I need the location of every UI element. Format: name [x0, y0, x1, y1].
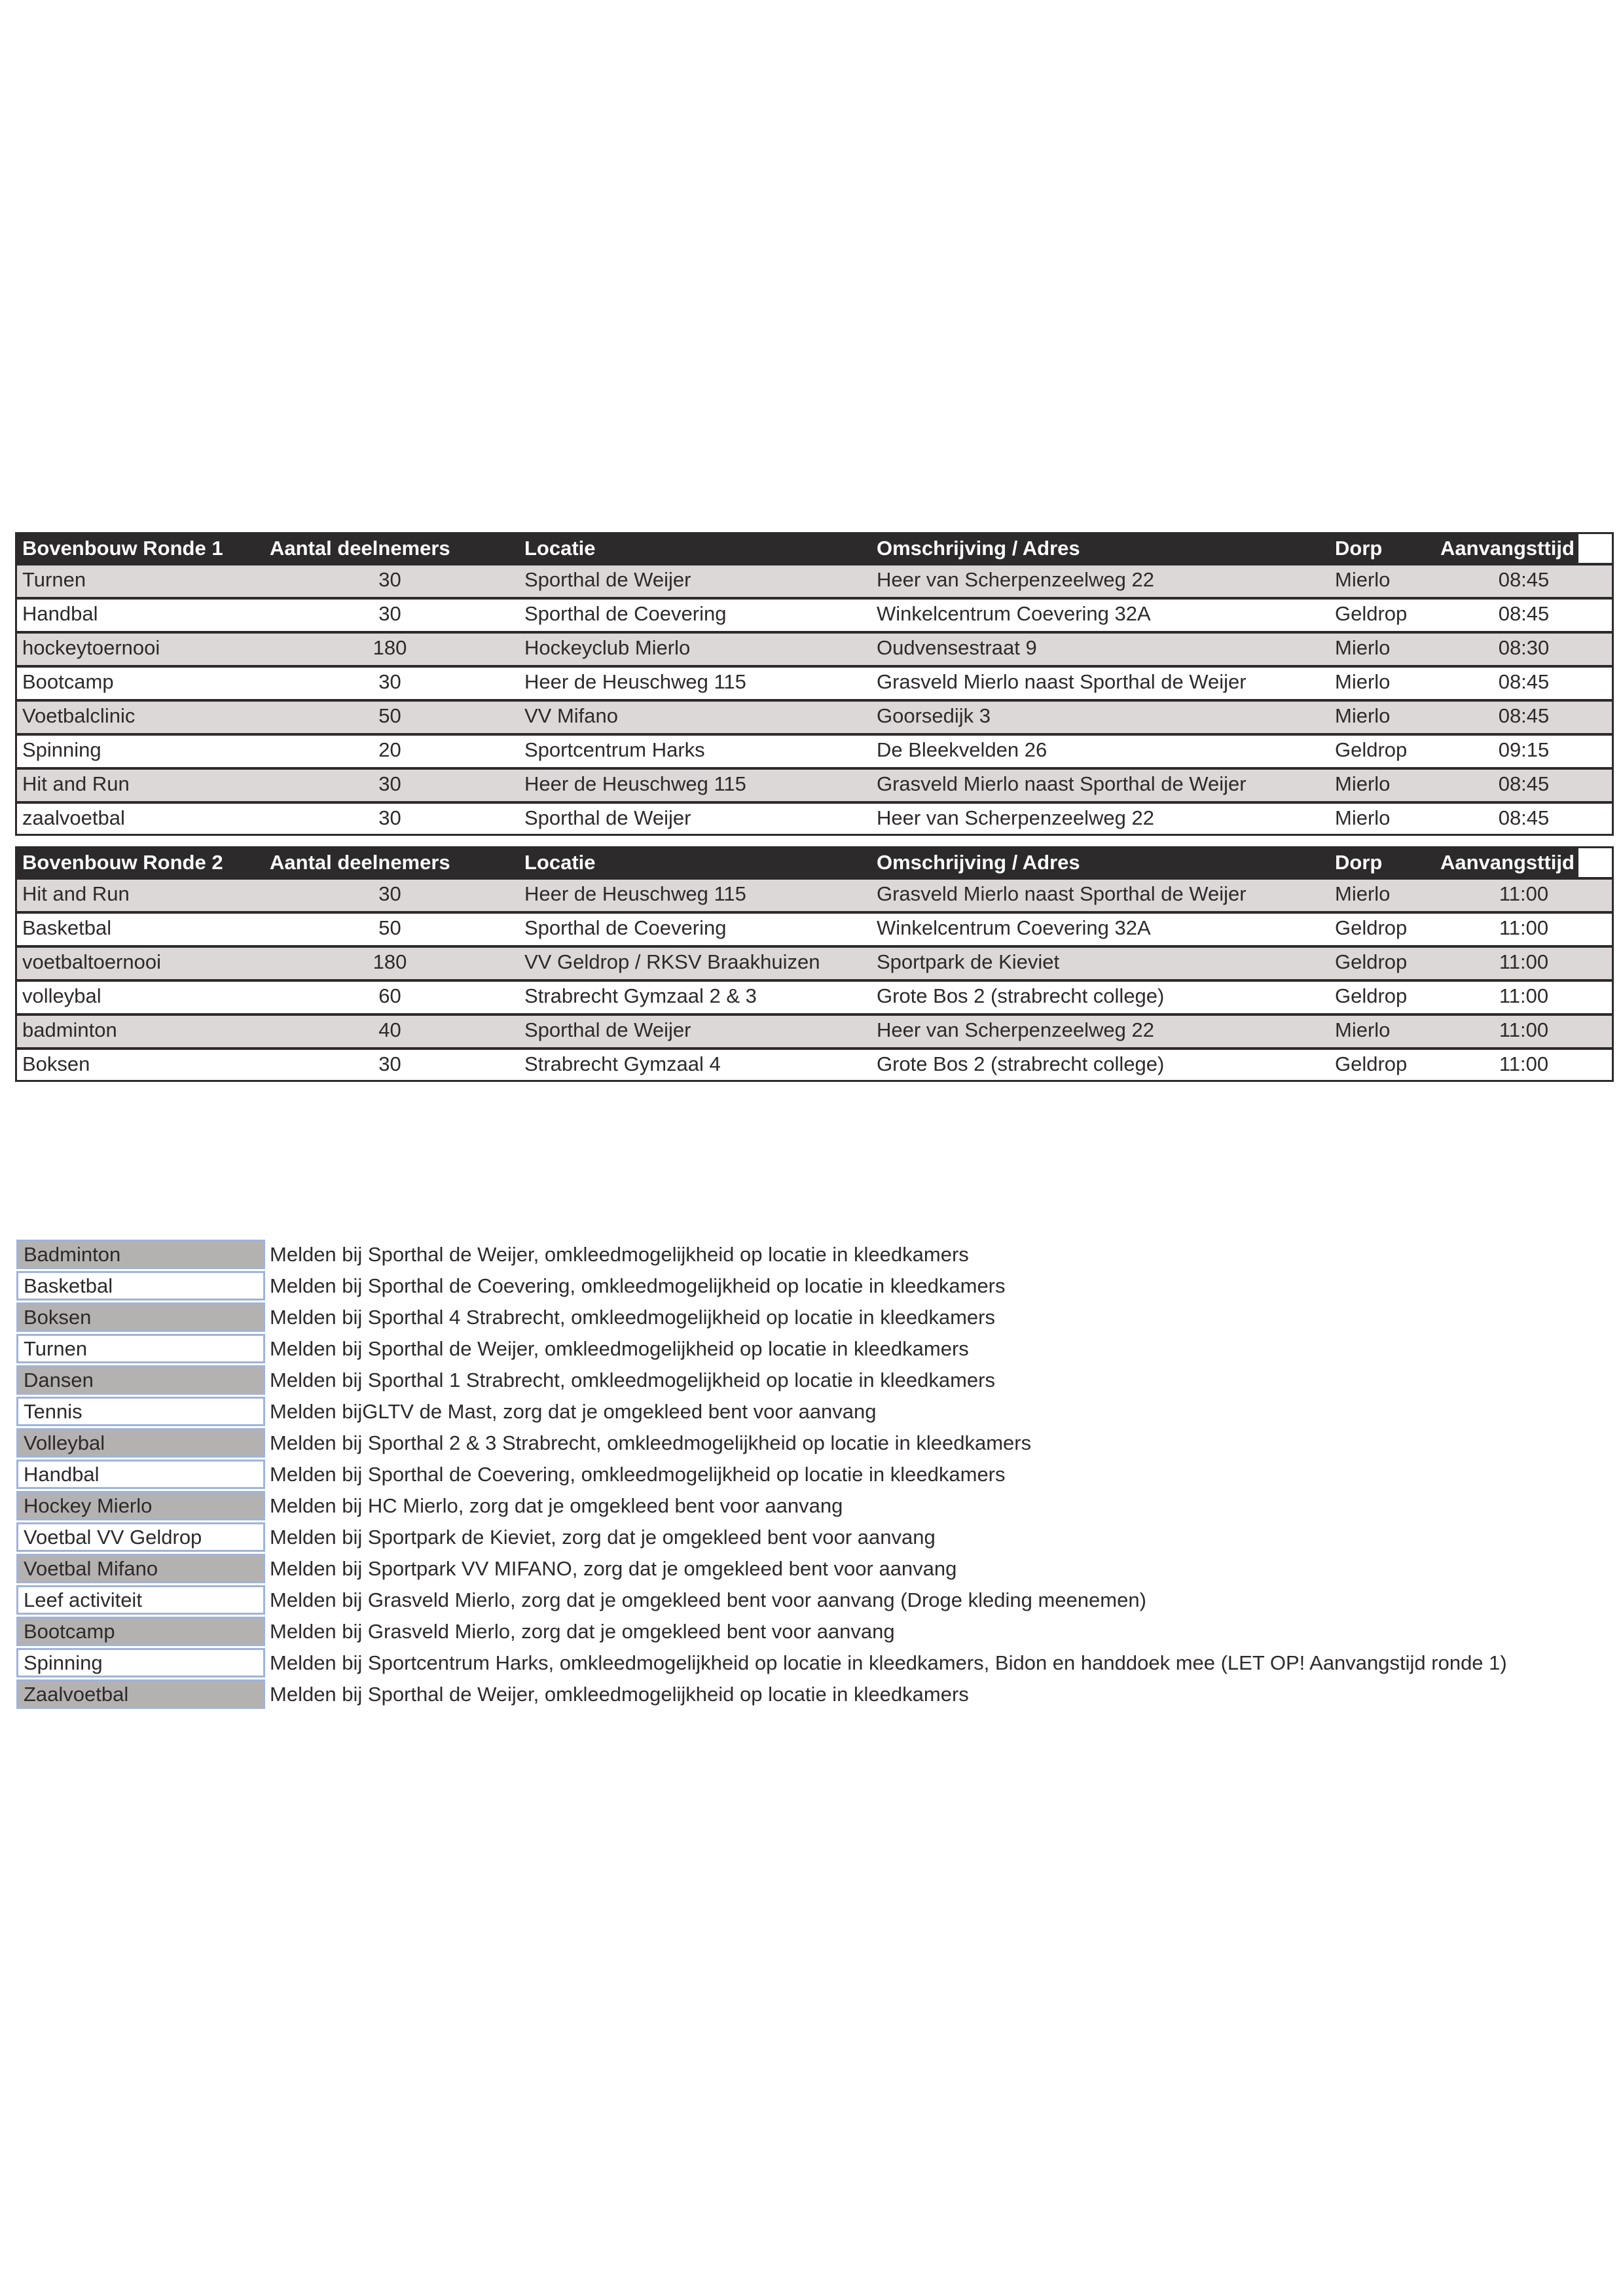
table-row: [17, 736, 1612, 770]
table-row: [17, 634, 1612, 668]
table-cell: VV Geldrop / RKSV Braakhuizen: [524, 950, 820, 973]
table-cell: 30: [378, 670, 401, 693]
table-cell: Mierlo: [1335, 568, 1391, 591]
table-row: [17, 668, 1612, 702]
table-cell: Hockeyclub Mierlo: [524, 636, 691, 659]
list-item: [16, 1460, 1607, 1491]
list-instruction: Melden bij Grasveld Mierlo, zorg dat je omgekleed bent voor aanvang: [270, 1620, 895, 1643]
table-cell: 11:00: [1499, 1052, 1549, 1075]
list-item: [16, 1648, 1607, 1679]
table-cell: Mierlo: [1335, 670, 1391, 693]
list-instruction: Melden bij Sportpark de Kieviet, zorg dat je omgekleed bent voor aanvang: [270, 1526, 936, 1549]
table-title-cell: Bovenbouw Ronde 1: [17, 534, 261, 563]
table-cell: Mierlo: [1335, 806, 1391, 829]
list-label: Volleybal: [16, 1428, 265, 1458]
list-instruction: Melden bij Sporthal de Weijer, omkleedmogelijkheid op locatie in kleedkamers: [270, 1683, 969, 1706]
list-instruction: Melden bij Sporthal de Weijer, omkleedmogelijkheid op locatie in kleedkamers: [270, 1243, 969, 1266]
table-cell: Hit and Run: [22, 772, 130, 795]
list-label: Tennis: [16, 1397, 265, 1426]
table-cell: Sporthal de Coevering: [524, 602, 727, 625]
header-filler-cell: [1578, 534, 1612, 563]
table-cell: 11:00: [1499, 1018, 1549, 1041]
list-instruction: Melden bij Sporthal de Coevering, omkleedmogelijkheid op locatie in kleedkamers: [270, 1463, 1006, 1486]
table-cell: Oudvensestraat 9: [877, 636, 1037, 659]
header-filler-cell: [1578, 848, 1612, 877]
table-cell: 30: [378, 1052, 401, 1075]
list-instruction: Melden bijGLTV de Mast, zorg dat je omgekleed bent voor aanvang: [270, 1400, 877, 1423]
table-cell: Bootcamp: [22, 670, 114, 693]
list-instruction: Melden bij HC Mierlo, zorg dat je omgekleed bent voor aanvang: [270, 1494, 843, 1517]
list-item: [16, 1302, 1607, 1334]
table-cell: Grasveld Mierlo naast Sporthal de Weijer: [877, 882, 1247, 905]
table-cell: Heer van Scherpenzeelweg 22: [877, 568, 1154, 591]
table-cell: 60: [378, 984, 401, 1007]
table-cell: Geldrop: [1335, 916, 1408, 939]
table-cell: Grasveld Mierlo naast Sporthal de Weijer: [877, 670, 1247, 693]
list-label: Boksen: [16, 1302, 265, 1332]
table-cell: Sportpark de Kieviet: [877, 950, 1060, 973]
list-item: [16, 1522, 1607, 1554]
table-cell: 08:30: [1498, 636, 1550, 659]
header-cell: Dorp: [1330, 534, 1436, 563]
table-cell: 30: [378, 568, 401, 591]
table-cell: Geldrop: [1335, 984, 1408, 1007]
table-row: [17, 770, 1612, 804]
list-item: [16, 1617, 1607, 1648]
table-cell: 50: [378, 704, 401, 727]
table-cell: Strabrecht Gymzaal 4: [524, 1052, 721, 1075]
table-row: [17, 565, 1612, 600]
table-cell: 40: [378, 1018, 401, 1041]
header-cell: Aanvangsttijd: [1436, 848, 1578, 877]
header-cell: Dorp: [1330, 848, 1436, 877]
list-label: Badminton: [16, 1240, 265, 1269]
table-cell: Grote Bos 2 (strabrecht college): [877, 1052, 1165, 1075]
table-cell: VV Mifano: [524, 704, 619, 727]
table-cell: 30: [378, 602, 401, 625]
list-label: Leef activiteit: [16, 1585, 265, 1615]
header-cell: Aanvangsttijd: [1436, 534, 1578, 563]
table-cell: Winkelcentrum Coevering 32A: [877, 602, 1151, 625]
table-cell: Heer de Heuschweg 115: [524, 882, 746, 905]
list-instruction: Melden bij Grasveld Mierlo, zorg dat je omgekleed bent voor aanvang (Droge kleding meenemen): [270, 1588, 1146, 1611]
table-cell: Geldrop: [1335, 738, 1408, 761]
table-cell: 180: [373, 636, 407, 659]
list-instruction: Melden bij Sportcentrum Harks, omkleedmogelijkheid op locatie in kleedkamers, Bidon en handdoek mee (LET OP! Aanvangstijd ronde 1): [270, 1651, 1507, 1674]
header-cell: Locatie: [519, 848, 871, 877]
table-row: [17, 804, 1612, 834]
table-cell: 08:45: [1498, 772, 1550, 795]
list-item: [16, 1554, 1607, 1585]
list-label: Voetbal Mifano: [16, 1554, 265, 1583]
table-cell: Mierlo: [1335, 882, 1391, 905]
table-cell: Geldrop: [1335, 1052, 1408, 1075]
table-cell: Spinning: [22, 738, 101, 761]
table-cell: 08:45: [1498, 670, 1550, 693]
table-cell: Turnen: [22, 568, 86, 591]
table-cell: Handbal: [22, 602, 98, 625]
table-row: [17, 600, 1612, 634]
table-cell: 180: [373, 950, 407, 973]
table-cell: 08:45: [1498, 806, 1550, 829]
table-cell: Heer van Scherpenzeelweg 22: [877, 1018, 1154, 1041]
table-cell: Sporthal de Coevering: [524, 916, 727, 939]
list-label: Handbal: [16, 1460, 265, 1489]
table-cell: zaalvoetbal: [22, 806, 125, 829]
list-item: [16, 1428, 1607, 1460]
list-label: Dansen: [16, 1365, 265, 1395]
table-cell: 11:00: [1499, 984, 1549, 1007]
table-cell: Mierlo: [1335, 772, 1391, 795]
list-item: [16, 1271, 1607, 1302]
list-item: [16, 1585, 1607, 1617]
table-cell: Grote Bos 2 (strabrecht college): [877, 984, 1165, 1007]
table-row: [17, 880, 1612, 914]
ronde-1-header-row: [17, 534, 1612, 565]
header-cell: Aantal deelnemers: [261, 848, 519, 877]
table-row: [17, 1016, 1612, 1050]
table-cell: Sportcentrum Harks: [524, 738, 705, 761]
list-instruction: Melden bij Sporthal de Coevering, omkleedmogelijkheid op locatie in kleedkamers: [270, 1274, 1006, 1297]
ronde-1-table: [15, 532, 1614, 836]
table-cell: Boksen: [22, 1052, 90, 1075]
list-label: Zaalvoetbal: [16, 1679, 265, 1709]
header-cell: Locatie: [519, 534, 871, 563]
table-cell: 30: [378, 882, 401, 905]
table-cell: De Bleekvelden 26: [877, 738, 1047, 761]
list-label: Bootcamp: [16, 1617, 265, 1646]
list-item: [16, 1679, 1607, 1711]
table-row: [17, 948, 1612, 982]
table-row: [17, 702, 1612, 736]
table-cell: volleybal: [22, 984, 101, 1007]
table-cell: Hit and Run: [22, 882, 130, 905]
table-cell: Sporthal de Weijer: [524, 806, 691, 829]
table-cell: 20: [378, 738, 401, 761]
list-label: Spinning: [16, 1648, 265, 1677]
table-cell: Mierlo: [1335, 704, 1391, 727]
table-cell: Grasveld Mierlo naast Sporthal de Weijer: [877, 772, 1247, 795]
header-cell: Omschrijving / Adres: [871, 848, 1330, 877]
table-row: [17, 1050, 1612, 1080]
list-instruction: Melden bij Sportpark VV MIFANO, zorg dat je omgekleed bent voor aanvang: [270, 1557, 957, 1580]
table-cell: Voetbalclinic: [22, 704, 136, 727]
list-instruction: Melden bij Sporthal 1 Strabrecht, omkleedmogelijkheid op locatie in kleedkamers: [270, 1369, 995, 1391]
table-cell: 08:45: [1498, 602, 1550, 625]
list-label: Turnen: [16, 1334, 265, 1363]
table-row: [17, 982, 1612, 1016]
table-cell: Geldrop: [1335, 602, 1408, 625]
table-cell: Heer de Heuschweg 115: [524, 772, 746, 795]
table-cell: 11:00: [1499, 950, 1549, 973]
table-cell: Winkelcentrum Coevering 32A: [877, 916, 1151, 939]
table-cell: Heer van Scherpenzeelweg 22: [877, 806, 1154, 829]
list-item: [16, 1491, 1607, 1522]
table-cell: voetbaltoernooi: [22, 950, 161, 973]
table-cell: 30: [378, 772, 401, 795]
table-cell: hockeytoernooi: [22, 636, 160, 659]
table-cell: 11:00: [1499, 916, 1549, 939]
table-cell: 09:15: [1498, 738, 1550, 761]
table-cell: badminton: [22, 1018, 117, 1041]
table-cell: 11:00: [1499, 882, 1549, 905]
table-cell: 50: [378, 916, 401, 939]
table-cell: Sporthal de Weijer: [524, 568, 691, 591]
table-cell: 30: [378, 806, 401, 829]
list-instruction: Melden bij Sporthal de Weijer, omkleedmogelijkheid op locatie in kleedkamers: [270, 1337, 969, 1360]
table-cell: Heer de Heuschweg 115: [524, 670, 746, 693]
list-label: Voetbal VV Geldrop: [16, 1522, 265, 1552]
table-cell: 08:45: [1498, 704, 1550, 727]
ronde-2-header-row: [17, 848, 1612, 880]
ronde-2-table: [15, 846, 1614, 1082]
table-cell: Geldrop: [1335, 950, 1408, 973]
list-item: [16, 1334, 1607, 1365]
table-cell: Mierlo: [1335, 636, 1391, 659]
table-cell: Mierlo: [1335, 1018, 1391, 1041]
table-cell: Sporthal de Weijer: [524, 1018, 691, 1041]
table-row: [17, 914, 1612, 948]
table-cell: Basketbal: [22, 916, 112, 939]
table-cell: Goorsedijk 3: [877, 704, 991, 727]
header-cell: Omschrijving / Adres: [871, 534, 1330, 563]
info-list: [16, 1240, 1607, 1711]
list-item: [16, 1240, 1607, 1271]
list-instruction: Melden bij Sporthal 4 Strabrecht, omkleedmogelijkheid op locatie in kleedkamers: [270, 1306, 995, 1329]
list-item: [16, 1397, 1607, 1428]
list-label: Hockey Mierlo: [16, 1491, 265, 1520]
table-title-cell: Bovenbouw Ronde 2: [17, 848, 261, 877]
list-item: [16, 1365, 1607, 1397]
list-label: Basketbal: [16, 1271, 265, 1300]
table-cell: Strabrecht Gymzaal 2 & 3: [524, 984, 757, 1007]
list-instruction: Melden bij Sporthal 2 & 3 Strabrecht, omkleedmogelijkheid op locatie in kleedkamers: [270, 1431, 1032, 1454]
header-cell: Aantal deelnemers: [261, 534, 519, 563]
table-cell: 08:45: [1498, 568, 1550, 591]
